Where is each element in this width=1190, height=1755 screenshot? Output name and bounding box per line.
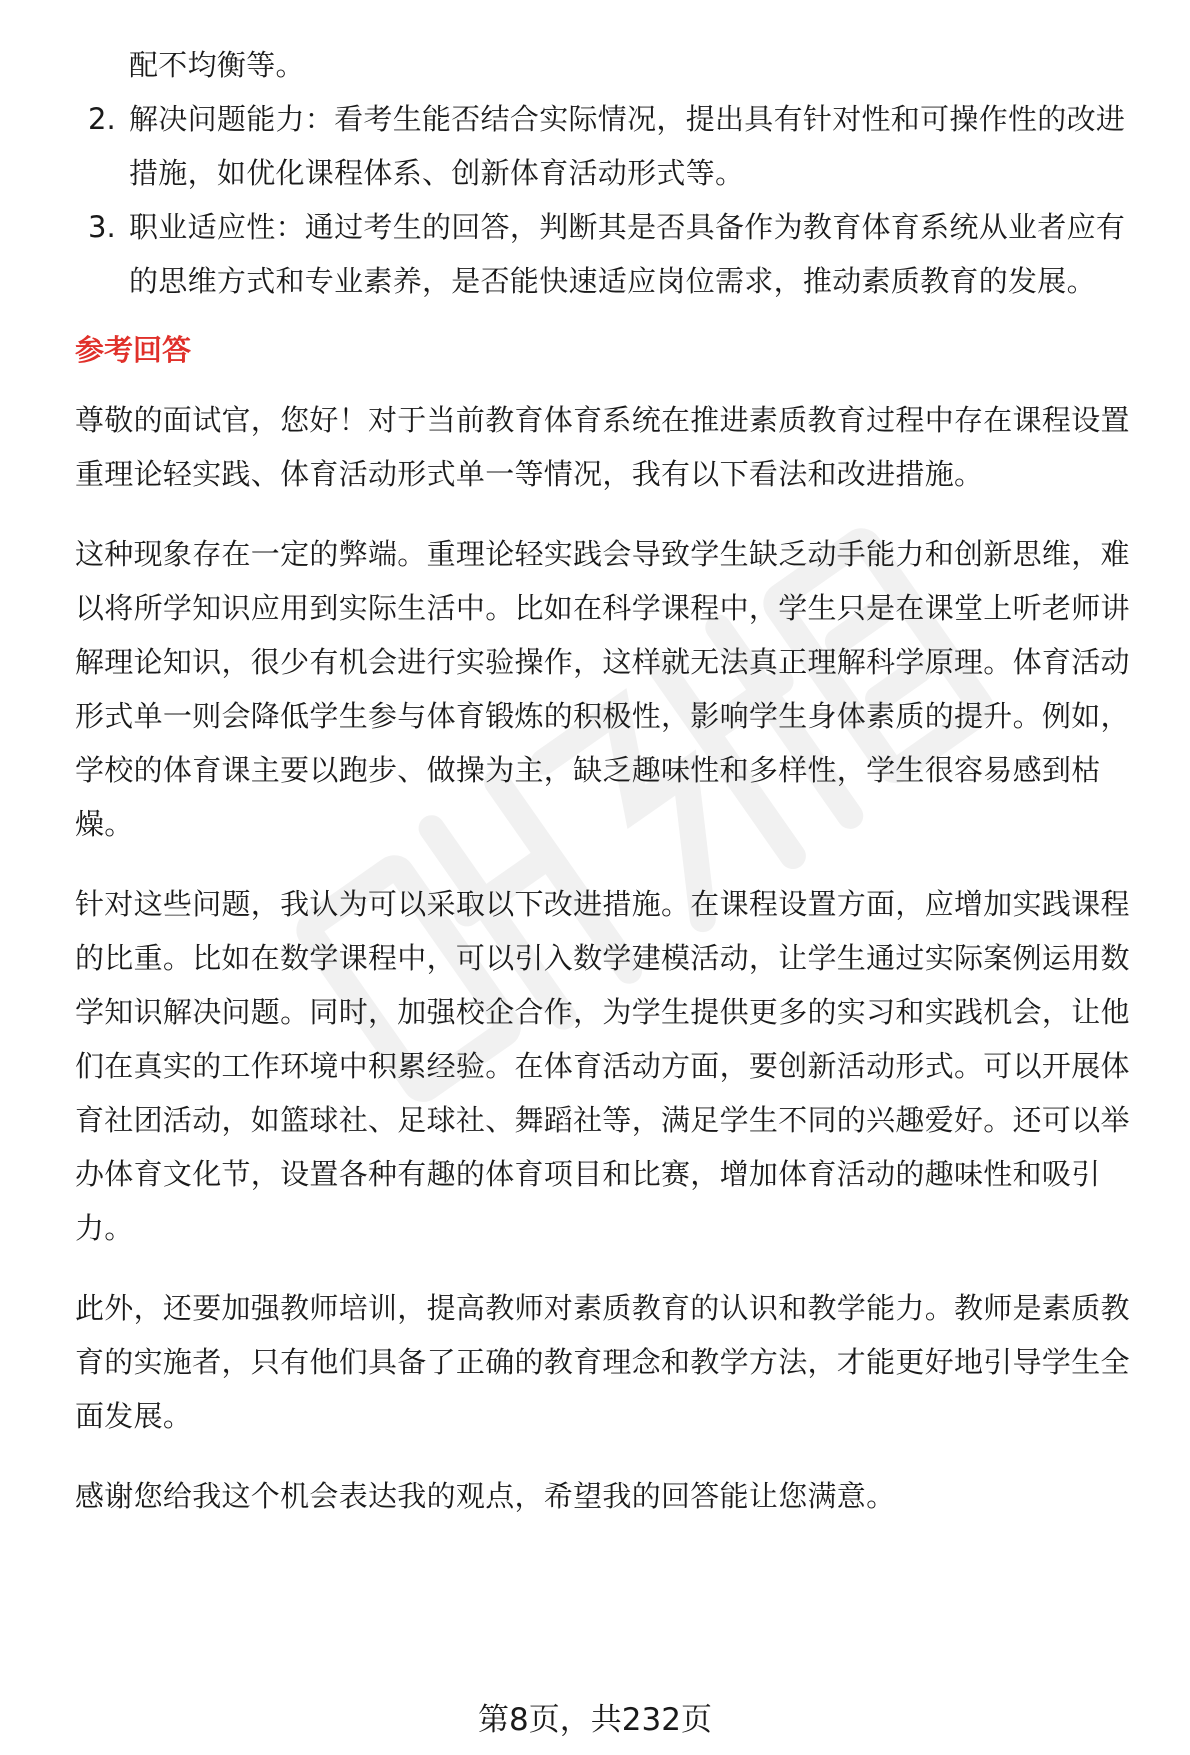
paragraph-line: 学知识解决问题。同时，加强校企合作，为学生提供更多的实习和实践机会，让他 bbox=[75, 995, 1130, 1029]
paragraph-line: 解理论知识，很少有机会进行实验操作，这样就无法真正理解科学原理。体育活动 bbox=[75, 645, 1130, 679]
paragraph-line: 针对这些问题，我认为可以采取以下改进措施。在课程设置方面，应增加实践课程 bbox=[75, 887, 1130, 921]
paragraph-line: 面发展。 bbox=[75, 1399, 193, 1433]
paragraph-line: 学校的体育课主要以跑步、做操为主，缺乏趣味性和多样性，学生很容易感到枯 bbox=[75, 753, 1101, 787]
paragraph-line: 形式单一则会降低学生参与体育锻炼的积极性，影响学生身体素质的提升。例如， bbox=[75, 699, 1130, 733]
criteria-continuation: 配不均衡等。 bbox=[129, 48, 305, 82]
paragraph-line: 燥。 bbox=[75, 807, 134, 841]
paragraph-line: 此外，还要加强教师培训，提高教师对素质教育的认识和教学能力。教师是素质教 bbox=[75, 1291, 1130, 1325]
paragraph-line: 重理论轻实践、体育活动形式单一等情况，我有以下看法和改进措施。 bbox=[75, 457, 984, 491]
reference-heading: 参考回答 bbox=[75, 333, 192, 367]
page-number-footer: 第8页，共232页 bbox=[478, 1702, 712, 1738]
paragraph-line: 的比重。比如在数学课程中，可以引入数学建模活动，让学生通过实际案例运用数 bbox=[75, 941, 1130, 975]
list-item-line: 措施，如优化课程体系、创新体育活动形式等。 bbox=[129, 156, 745, 190]
paragraph-line: 以将所学知识应用到实际生活中。比如在科学课程中，学生只是在课堂上听老师讲 bbox=[75, 591, 1130, 625]
list-item-line: 的思维方式和专业素养，是否能快速适应岗位需求，推动素质教育的发展。 bbox=[129, 264, 1096, 298]
paragraph-line: 办体育文化节，设置各种有趣的体育项目和比赛，增加体育活动的趣味性和吸引 bbox=[75, 1157, 1101, 1191]
paragraph-line: 尊敬的面试官，您好！对于当前教育体育系统在推进素质教育过程中存在课程设置 bbox=[75, 403, 1130, 437]
paragraph-line: 感谢您给我这个机会表达我的观点，希望我的回答能让您满意。 bbox=[75, 1479, 896, 1513]
paragraph-line: 育的实施者，只有他们具备了正确的教育理念和教学方法，才能更好地引导学生全 bbox=[75, 1345, 1130, 1379]
list-item-line: 解决问题能力：看考生能否结合实际情况，提出具有针对性和可操作性的改进 bbox=[129, 102, 1126, 136]
list-item-line: 职业适应性：通过考生的回答，判断其是否具备作为教育体育系统从业者应有 bbox=[129, 210, 1126, 244]
list-number: 3. bbox=[88, 210, 116, 244]
paragraph-line: 们在真实的工作环境中积累经验。在体育活动方面，要创新活动形式。可以开展体 bbox=[75, 1049, 1130, 1083]
paragraph-line: 育社团活动，如篮球社、足球社、舞蹈社等，满足学生不同的兴趣爱好。还可以举 bbox=[75, 1103, 1130, 1137]
paragraph-line: 力。 bbox=[75, 1211, 134, 1245]
list-number: 2. bbox=[88, 102, 116, 136]
paragraph-line: 这种现象存在一定的弊端。重理论轻实践会导致学生缺乏动手能力和创新思维，难 bbox=[75, 537, 1130, 571]
